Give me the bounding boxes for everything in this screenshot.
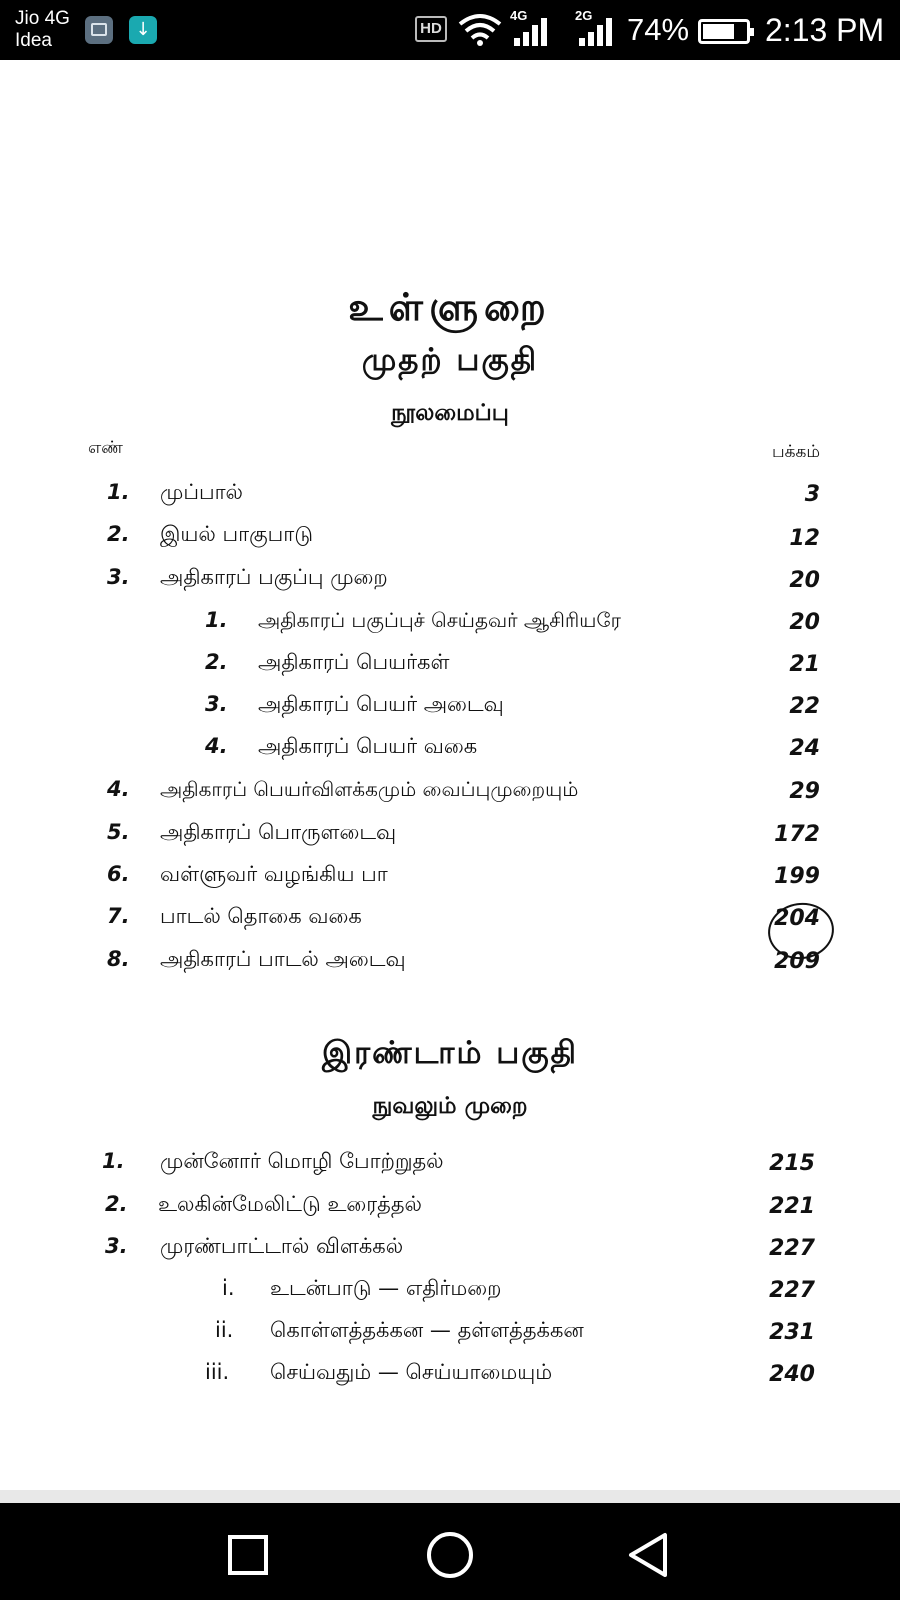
toc-number: i.	[222, 1276, 235, 1300]
document-page[interactable]	[0, 60, 900, 1490]
toc-text: அதிகாரப் பாடல் அடைவு	[160, 947, 406, 971]
status-bar	[0, 0, 900, 60]
hd-badge: HD	[415, 16, 447, 42]
signal-icon	[575, 10, 619, 46]
part2-heading: இரண்டாம் பகுதி	[321, 1035, 579, 1071]
toc-text: அதிகாரப் பொருளடைவு	[160, 820, 397, 844]
toc-number: 1.	[102, 1149, 125, 1173]
home-circle-icon[interactable]	[427, 1532, 473, 1578]
toc-page: 21	[789, 652, 820, 677]
wifi-icon	[458, 12, 502, 46]
battery-fill	[703, 24, 734, 39]
toc-page: 204	[774, 906, 820, 931]
toc-number: 4.	[205, 734, 228, 758]
toc-text: செய்வதும் — செய்யாமையும்	[270, 1360, 553, 1384]
recents-square-icon[interactable]	[228, 1535, 268, 1575]
toc-page: 172	[774, 822, 820, 847]
toc-text: உடன்பாடு — எதிர்மறை	[270, 1276, 502, 1300]
toc-text: பாடல் தொகை வகை	[160, 904, 362, 928]
carrier-label	[15, 8, 70, 52]
toc-number: iii.	[205, 1360, 230, 1384]
toc-text: முரண்பாட்டால் விளக்கல்	[160, 1234, 404, 1258]
toc-number: 2.	[107, 522, 130, 546]
toc-text: உலகின்மேலிட்டு உரைத்தல்	[158, 1192, 422, 1216]
toc-page: 231	[769, 1320, 815, 1345]
toc-number: 3.	[205, 692, 228, 716]
toc-number: 3.	[105, 1234, 128, 1258]
part2-subheading: நுவலும் முறை	[372, 1093, 528, 1119]
toc-number: 7.	[107, 904, 130, 928]
toc-page: 20	[789, 568, 820, 593]
gallery-icon	[85, 16, 113, 44]
signal-tag-2g: 2G	[575, 8, 593, 23]
toc-number: 8.	[107, 947, 130, 971]
clock: 2:13 PM	[765, 12, 885, 48]
toc-text: முன்னோர் மொழி போற்றுதல்	[160, 1149, 444, 1173]
toc-number: 1.	[107, 480, 130, 504]
toc-text: கொள்ளத்தக்கன — தள்ளத்தக்கன	[270, 1318, 584, 1342]
toc-text: வள்ளுவர் வழங்கிய பா	[160, 862, 388, 886]
battery-icon	[698, 19, 750, 44]
toc-page: 3	[804, 482, 820, 507]
navigation-bar	[0, 1503, 900, 1600]
signal-tag-4g: 4G	[510, 8, 528, 23]
toc-page: 29	[789, 779, 820, 804]
toc-page: 227	[769, 1236, 815, 1261]
toc-page: 22	[789, 694, 820, 719]
back-triangle-icon[interactable]	[625, 1531, 673, 1579]
page-bottom-edge	[0, 1490, 900, 1503]
toc-text: அதிகாரப் பெயர் அடைவு	[258, 692, 504, 716]
carrier-line-1: Jio 4G	[15, 8, 70, 29]
toc-page: 12	[789, 526, 820, 551]
toc-number: 6.	[107, 862, 130, 886]
toc-number: 4.	[107, 777, 130, 801]
toc-page: 209	[774, 949, 820, 974]
toc-text: இயல் பாகுபாடு	[160, 522, 314, 546]
column-label-page: பக்கம்	[772, 442, 821, 462]
part1-heading: முதற் பகுதி	[361, 342, 539, 378]
battery-percent: 74%	[627, 12, 690, 47]
toc-page: 221	[769, 1194, 815, 1219]
toc-number: 5.	[107, 820, 130, 844]
toc-page: 199	[774, 864, 820, 889]
toc-text: அதிகாரப் பகுப்புச் செய்தவர் ஆசிரியரே	[258, 608, 621, 632]
toc-text: அதிகாரப் பெயர்கள்	[258, 650, 450, 674]
toc-text: முப்பால்	[160, 480, 243, 504]
toc-page: 215	[769, 1151, 815, 1176]
signal-icon	[510, 10, 554, 46]
toc-text: அதிகாரப் பெயர்விளக்கமும் வைப்புமுறையும்	[160, 777, 579, 801]
toc-text: அதிகாரப் பகுப்பு முறை	[160, 565, 388, 589]
column-label-number: எண்	[88, 438, 123, 458]
toc-number: ii.	[215, 1318, 234, 1342]
toc-page: 24	[789, 736, 820, 761]
toc-number: 2.	[205, 650, 228, 674]
toc-number: 2.	[105, 1192, 128, 1216]
toc-number: 3.	[107, 565, 130, 589]
page-title: உள்ளுறை	[348, 285, 552, 329]
toc-text: அதிகாரப் பெயர் வகை	[258, 734, 478, 758]
toc-page: 20	[789, 610, 820, 635]
download-icon	[129, 16, 157, 44]
toc-page: 227	[769, 1278, 815, 1303]
toc-page: 240	[769, 1362, 815, 1387]
toc-number: 1.	[205, 608, 228, 632]
carrier-line-2: Idea	[15, 30, 52, 51]
part1-subheading: நூலமைப்பு	[391, 400, 509, 426]
